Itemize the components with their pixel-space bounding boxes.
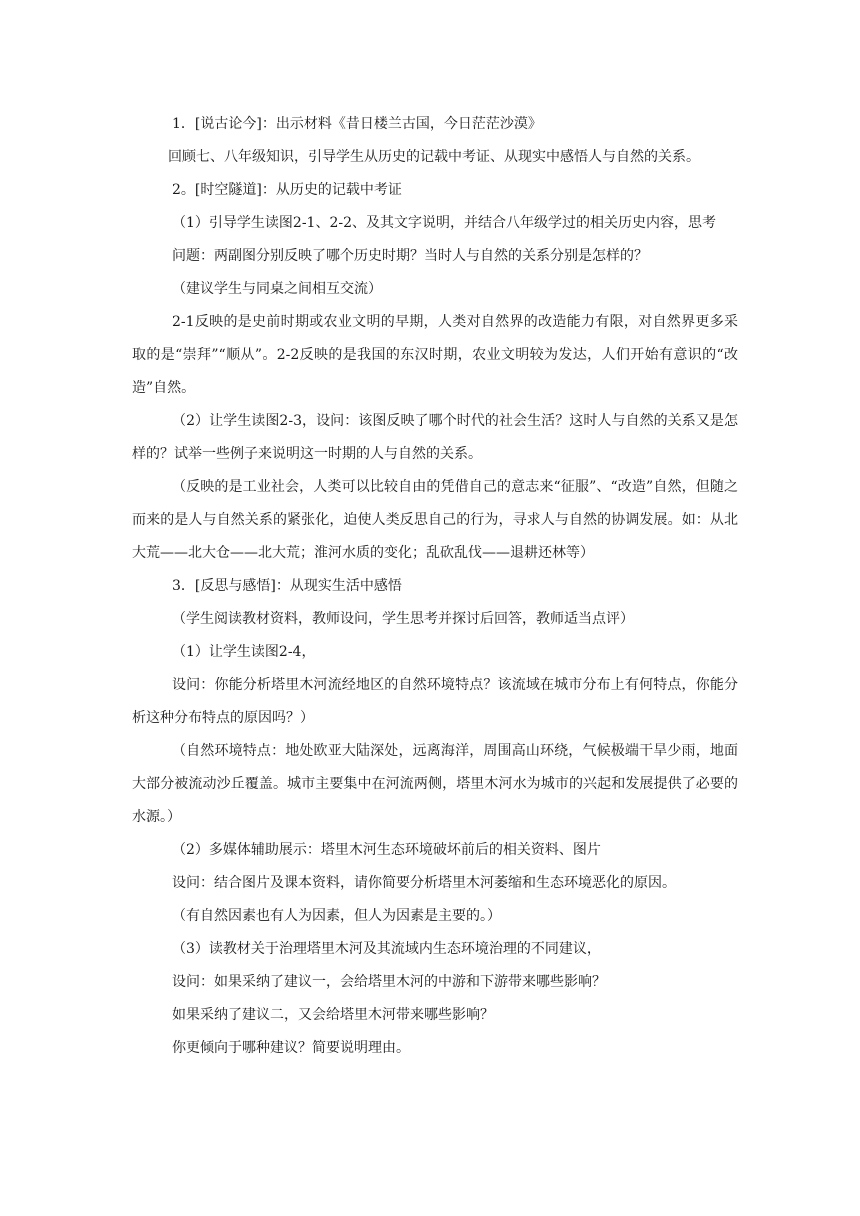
paragraph-section-1-heading: 1．[说古论今]：出示材料《昔日楼兰古国，今日茫茫沙漠》	[172, 116, 542, 132]
paragraph-read-figure-2-4: （1）让学生读图2-4，	[172, 644, 316, 660]
paragraph-answer-causes: （有自然因素也有人为因素，但人为因素是主要的。）	[172, 908, 501, 924]
paragraph-multimedia-display: （2）多媒体辅助展示：塔里木河生态环境破坏前后的相关资料、图片	[172, 842, 601, 858]
paragraph-question-two-figures: 问题：两副图分别反映了哪个历史时期？当时人与自然的关系分别是怎样的？	[172, 248, 648, 264]
paragraph-answer-2-1-2-2: 2-1反映的是史前时期或农业文明的早期，人类对自然界的改造能力有限，对自然界更多采取的是“崇拜”“顺从”。2-2反映的是我国的东汉时期，农业文明较为发达，人们开始有意识的“改造”自然。	[132, 314, 738, 396]
paragraph-section-2-heading: 2。[时空隧道]：从历史的记载中考证	[172, 182, 402, 198]
paragraph-answer-industrial-society: （反映的是工业社会，人类可以比较自由的凭借自己的意志来“征服”、“改造”自然，但随之而来的是人与自然关系的紧张化，迫使人类反思自己的行为，寻求人与自然的协调发展。如：从北大荒——北大仓——北大荒；淮河水质的变化；乱砍乱伐——退耕还林等）	[132, 479, 738, 561]
paragraph-read-figures-2-1-2-2: （1）引导学生读图2-1、2-2、及其文字说明，并结合八年级学过的相关历史内容，思考	[172, 215, 716, 231]
paragraph-question-tarim-environment: 设问：你能分析塔里木河流经地区的自然环境特点？该流域在城市分布上有何特点，你能分析这种分布特点的原因吗？）	[132, 677, 738, 726]
paragraph-answer-natural-environment: （自然环境特点：地处欧亚大陆深处，远离海洋，周围高山环绕，气候极端干旱少雨，地面大部分被流动沙丘覆盖。城市主要集中在河流两侧，塔里木河水为城市的兴起和发展提供了必要的水源。）	[132, 743, 738, 825]
paragraph-review-intro: 回顾七、八年级知识，引导学生从历史的记载中考证、从现实中感悟人与自然的关系。	[168, 149, 700, 165]
paragraph-read-suggestions: （3）读教材关于治理塔里木河及其流域内生态环境治理的不同建议，	[172, 941, 601, 957]
paragraph-question-shrinking-causes: 设问：结合图片及课本资料，请你简要分析塔里木河萎缩和生态环境恶化的原因。	[172, 875, 676, 891]
paragraph-student-reading-note: （学生阅读教材资料，教师设问，学生思考并探讨后回答，教师适当点评）	[172, 611, 634, 627]
paragraph-suggest-discussion: （建议学生与同桌之间相互交流）	[172, 281, 382, 297]
paragraph-question-suggestion-two: 如果采纳了建议二，又会给塔里木河带来哪些影响？	[172, 1007, 494, 1023]
document-body	[132, 108, 738, 1065]
paragraph-question-suggestion-one: 设问：如果采纳了建议一，会给塔里木河的中游和下游带来哪些影响？	[172, 974, 606, 990]
paragraph-section-3-heading: 3．[反思与感悟]：从现实生活中感悟	[172, 578, 402, 594]
paragraph-question-preference: 你更倾向于哪种建议？简要说明理由。	[172, 1040, 410, 1056]
paragraph-read-figure-2-3: （2）让学生读图2-3，设问：该图反映了哪个时代的社会生活？这时人与自然的关系又是怎样的？试举一些例子来说明这一时期的人与自然的关系。	[132, 413, 738, 462]
